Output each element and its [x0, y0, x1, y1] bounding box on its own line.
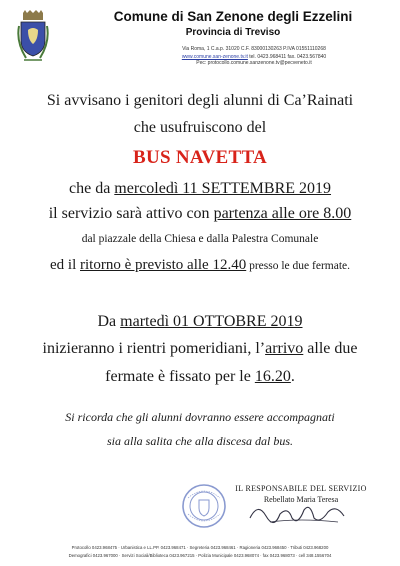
footer-phone-list-2: Demografici 0423.967000 · Servizi Sociali/Biblioteca 0423.967215 · Polizia Municipale 0423.968074 · fax 0423.968073 · cell 348.1556704 — [68, 553, 332, 558]
province-name: Provincia di Treviso — [185, 27, 281, 38]
reminder-line-1: Si ricorda che gli alunni dovranno essere accompagnati — [65, 410, 335, 424]
departure-time: partenza alle ore 8.00 — [213, 205, 352, 222]
text-segment: inizieranno i rientri pomeridiani, l’ — [42, 340, 266, 357]
pec-email: Pec: protocollo.comune.sanzenone.tv@pecveneto.it — [196, 60, 312, 66]
reminder-line-2: sia alla salita che alla discesa dal bus. — [107, 434, 293, 448]
signatory-name: Rebellato Maria Teresa — [263, 495, 339, 504]
letterhead — [0, 0, 400, 82]
handwritten-signature — [240, 498, 360, 528]
notice-line-1: Si avvisano i genitori degli alunni di Ca’Rainati — [46, 92, 354, 109]
text-segment: fermate è fissato per le — [105, 368, 255, 385]
text-segment: il servizio sarà attivo con — [48, 205, 214, 222]
municipality-name: Comune di San Zenone degli Ezzelini — [113, 9, 353, 24]
notice-line-7 — [0, 313, 400, 331]
footer-phone-list-1: Protocollo 0423.968475 · Urbanistica e LL.PP. 0423.968471 · Segreteria 0423.968461 · Ragioneria 0423.968450 · Tributi 0423.968200 — [71, 545, 329, 550]
signatory-role: IL RESPONSABILE DEL SERVIZIO — [235, 484, 367, 493]
text-segment: Da — [97, 313, 121, 330]
arrival-word: arrivo — [265, 340, 304, 357]
return-time: ritorno è previsto alle 12.40 — [80, 257, 247, 273]
text-segment: . — [290, 368, 295, 385]
arrival-time: 16.20 — [254, 368, 291, 385]
signature-block — [180, 478, 380, 538]
official-seal-icon — [180, 482, 228, 530]
text-segment: ed il — [50, 257, 80, 273]
phone-fax: tel. 0423.968411 fax. 0423.567840 — [249, 54, 327, 60]
notice-line-5: dal piazzale della Chiesa e dalla Palestra Comunale — [81, 233, 319, 245]
text-segment: alle due — [303, 340, 358, 357]
notice-line-9 — [0, 368, 400, 386]
address-line: Via Roma, 1 C.a.p. 31020 C.F. 83000130263 P.IVA 01551110268 — [182, 46, 326, 52]
text-segment: che da — [68, 180, 115, 197]
notice-line-6 — [0, 257, 400, 274]
start-date: mercoledì 11 SETTEMBRE 2019 — [114, 180, 332, 197]
website-link[interactable]: www.comune.san-zenone.tv.it — [181, 54, 248, 60]
notice-line-2: che usufruiscono del — [133, 119, 267, 136]
notice-line-4 — [0, 205, 400, 223]
text-segment: presso le due fermate. — [246, 260, 350, 272]
coat-of-arms-icon — [16, 10, 50, 66]
notice-title: BUS NAVETTA — [132, 147, 268, 168]
afternoon-start-date: martedì 01 OTTOBRE 2019 — [120, 313, 303, 330]
notice-line-8 — [0, 340, 400, 358]
notice-line-3 — [0, 180, 400, 198]
